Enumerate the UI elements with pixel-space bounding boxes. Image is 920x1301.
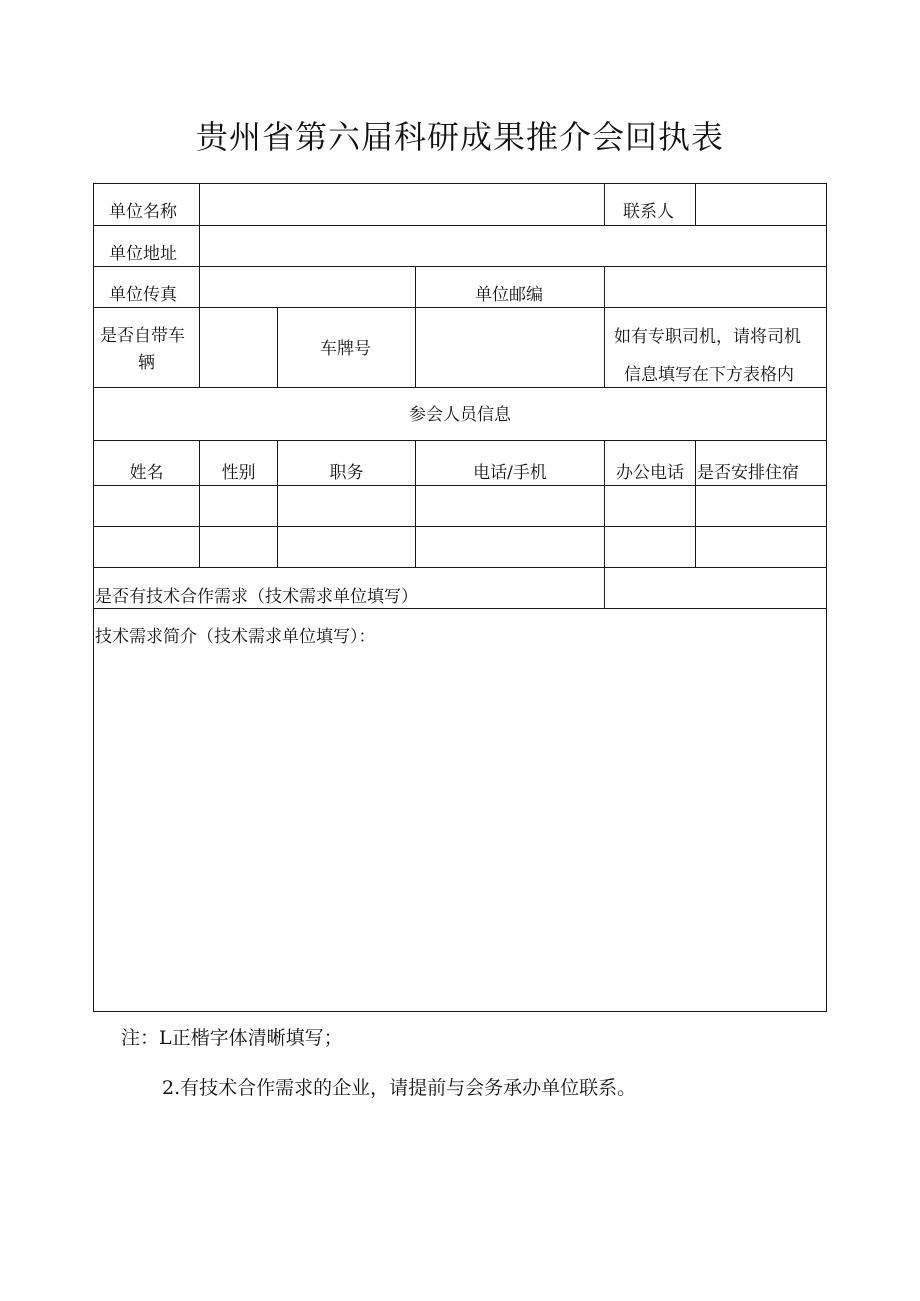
tech-intro-textarea[interactable] xyxy=(94,650,826,1010)
label-unit-fax: 单位传真 xyxy=(109,285,177,305)
driver-note-line2: 信息填写在下方表格内 xyxy=(624,365,794,385)
label-plate-number: 车牌号 xyxy=(320,339,371,359)
row-divider xyxy=(93,440,827,441)
col-header-accommodation: 是否安排住宿 xyxy=(697,463,799,483)
unit-name-field[interactable] xyxy=(200,184,604,225)
unit-postcode-field[interactable] xyxy=(605,267,826,307)
note-line-2: 2.有技术合作需求的企业，请提前与会务承办单位联系。 xyxy=(162,1077,637,1099)
label-contact-person: 联系人 xyxy=(623,202,674,222)
contact-person-field[interactable] xyxy=(696,184,826,225)
label-unit-postcode: 单位邮编 xyxy=(475,285,543,305)
label-tech-need: 是否有技术合作需求（技术需求单位填写） xyxy=(95,587,418,607)
label-unit-name: 单位名称 xyxy=(109,202,177,222)
label-own-vehicle-line1: 是否自带车 xyxy=(100,326,185,346)
unit-fax-field[interactable] xyxy=(200,267,415,307)
col-header-position: 职务 xyxy=(329,463,364,483)
label-unit-address: 单位地址 xyxy=(109,244,177,264)
plate-number-field[interactable] xyxy=(416,308,604,387)
own-vehicle-field[interactable] xyxy=(200,308,277,387)
col-header-office-phone: 办公电话 xyxy=(616,463,684,483)
table-row[interactable] xyxy=(94,527,826,567)
col-header-gender: 性别 xyxy=(221,463,256,483)
unit-address-field[interactable] xyxy=(200,226,826,266)
page-title: 贵州省第六届科研成果推介会回执表 xyxy=(195,118,724,156)
col-divider xyxy=(415,266,416,308)
col-divider xyxy=(277,307,278,388)
col-header-name: 姓名 xyxy=(129,463,164,483)
table-border-bottom xyxy=(93,1011,827,1012)
driver-note-line1: 如有专职司机，请将司机 xyxy=(614,327,801,347)
col-divider xyxy=(604,183,605,226)
col-header-phone: 电话/手机 xyxy=(473,463,547,483)
col-divider xyxy=(604,307,605,388)
label-tech-intro: 技术需求简介（技术需求单位填写）： xyxy=(95,627,376,647)
tech-need-field[interactable] xyxy=(605,568,826,608)
table-row[interactable] xyxy=(94,486,826,526)
attendee-section-header: 参会人员信息 xyxy=(409,405,511,425)
label-own-vehicle-line2: 辆 xyxy=(138,353,155,373)
note-line-1: 注：L正楷字体清晰填写； xyxy=(121,1027,343,1049)
